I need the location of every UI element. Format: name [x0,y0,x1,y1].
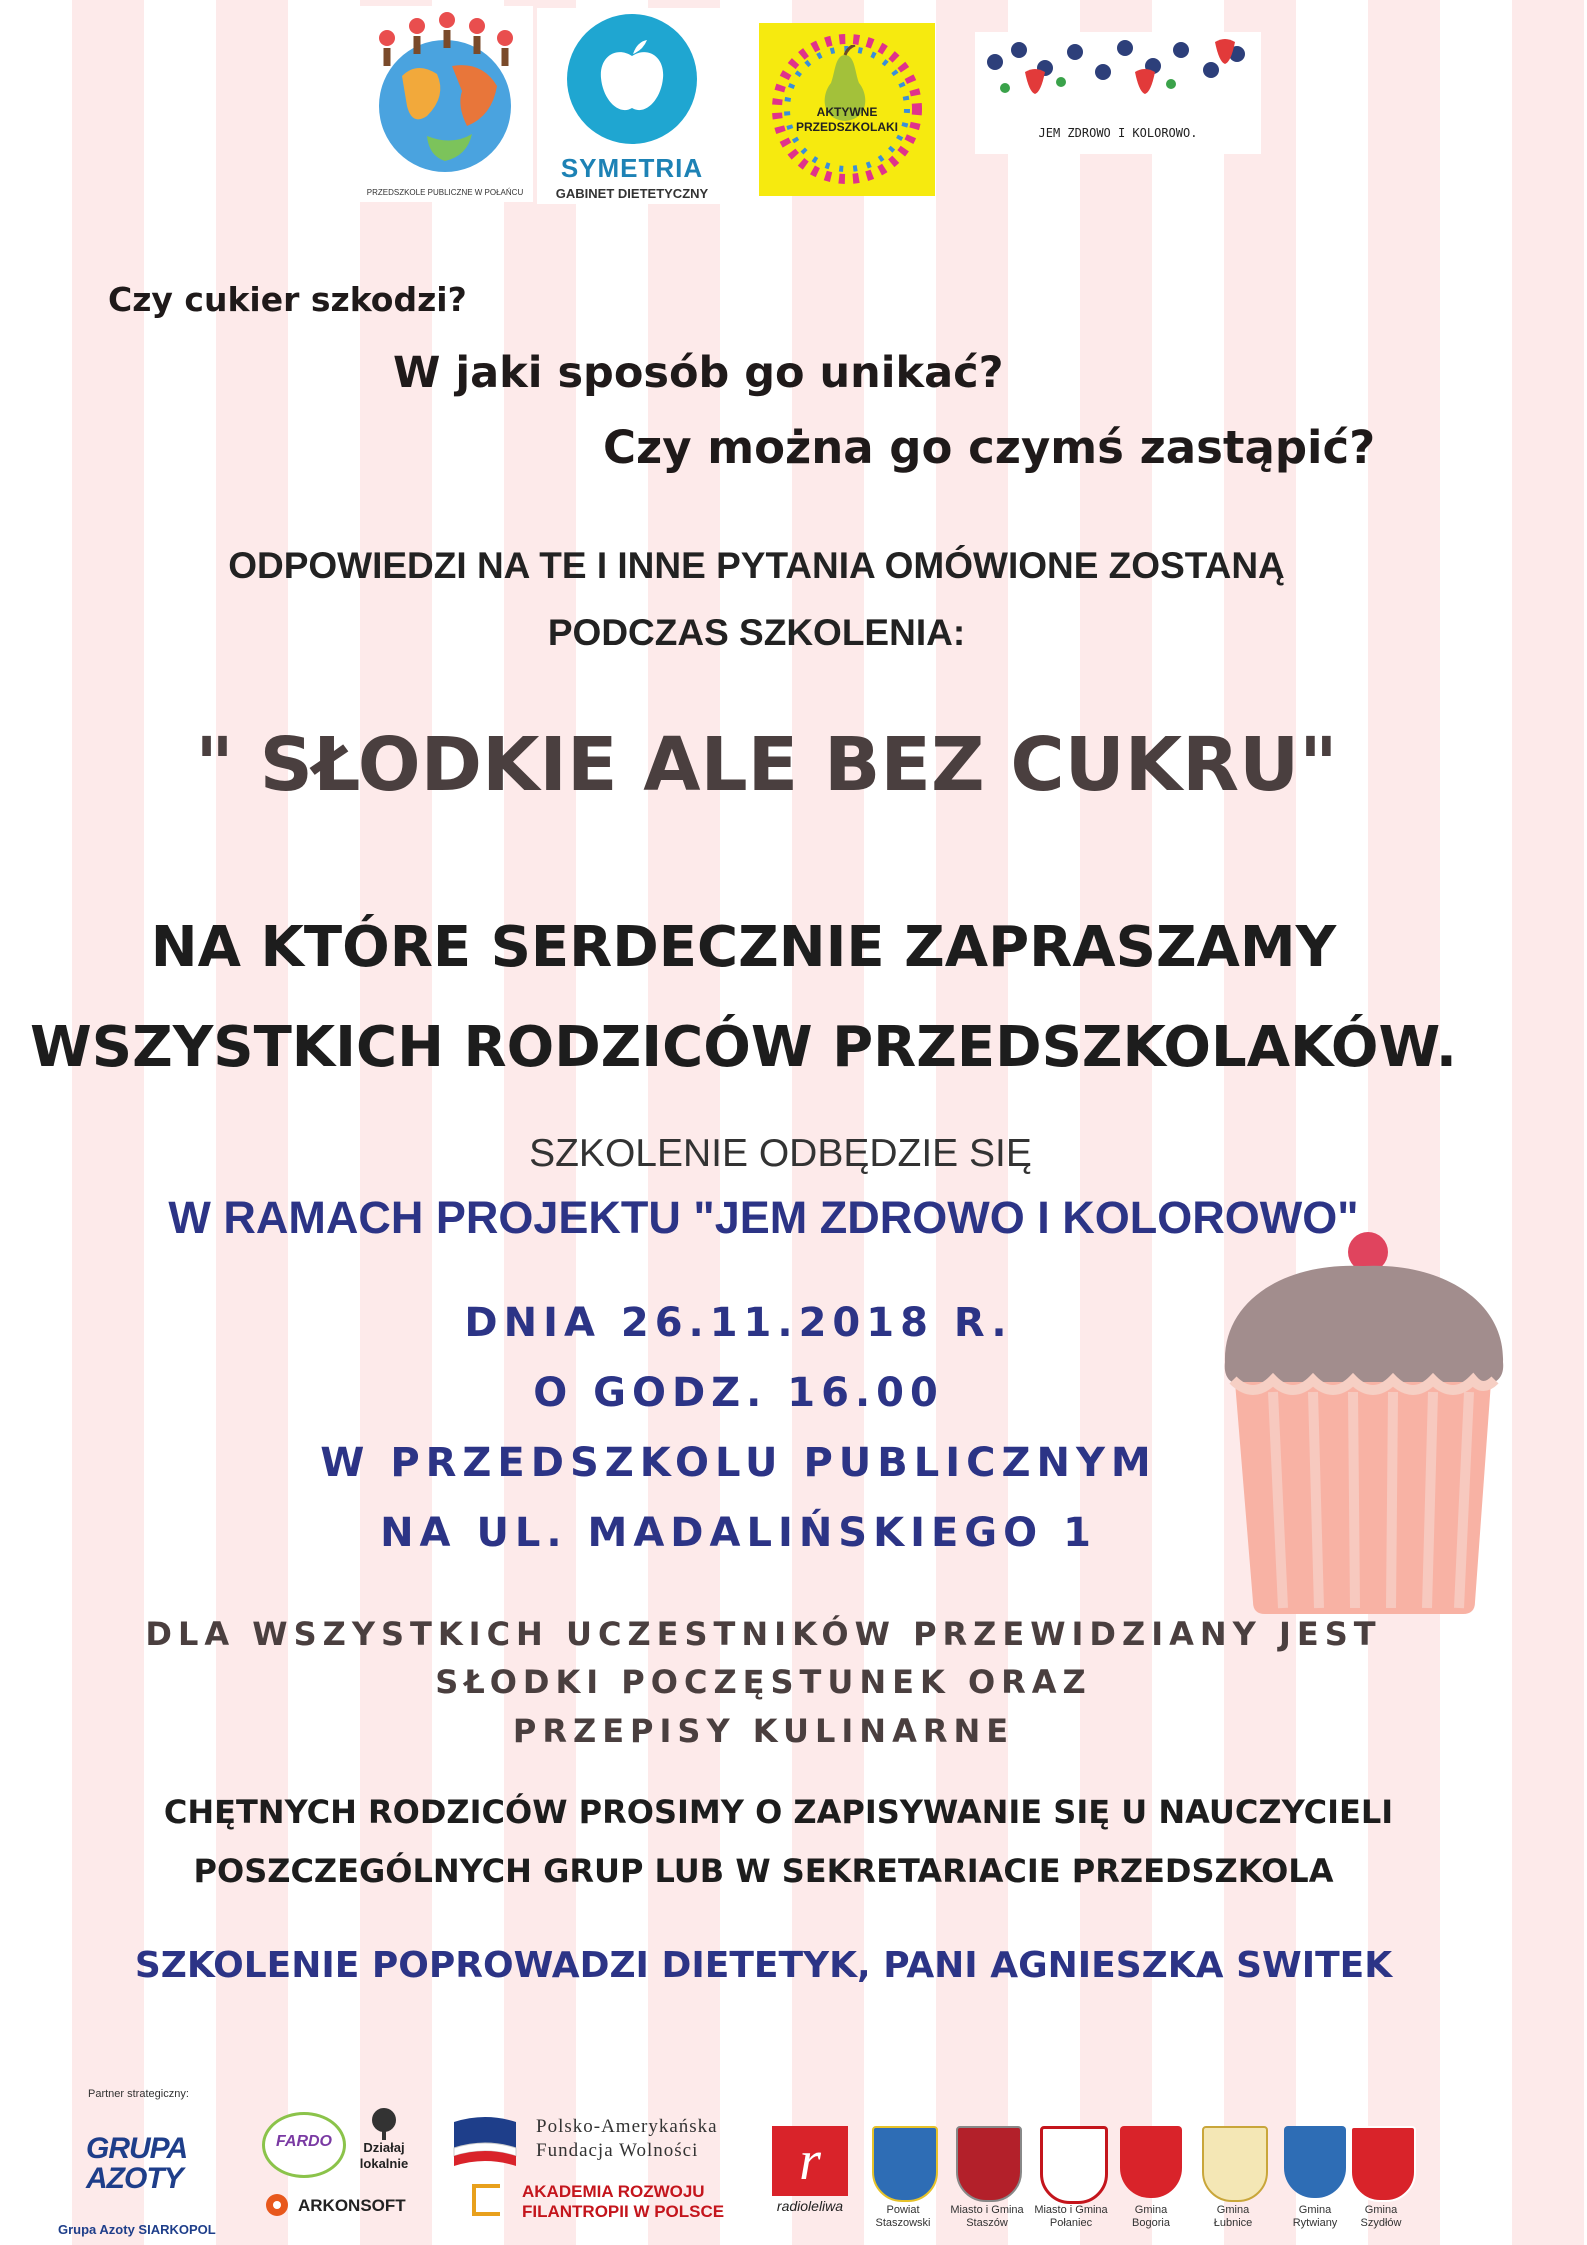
project-line-1: SZKOLENIE ODBĘDZIE SIĘ [529,1132,1032,1175]
crest-caption-3-line-1: Miasto i Gmina [1034,2204,1108,2216]
intro-line-1: ODPOWIEDZI NA TE I INNE PYTANIA OMÓWIONE ZOSTANĄ [228,545,1285,586]
aktywne-line1: AKTYWNE [816,105,878,119]
crest-caption-6-line-1: Gmina [1298,2204,1332,2216]
gear-icon [262,2190,292,2220]
crest-szydlow [1350,2126,1416,2202]
question-2: W jaki sposób go unikać? [393,348,1004,398]
preschool-logo-caption: PRZEDSZKOLE PUBLICZNE W POŁAŃCU [366,188,524,197]
crest-polaniec [1040,2126,1108,2204]
crest-caption-1-line-2: Staszowski [875,2217,931,2229]
fardo-text: FARDO [276,2133,332,2150]
preschool-logo [357,6,533,202]
event-date: DNIA 26.11.2018 R. [464,1300,1013,1346]
invite-line-1: NA KTÓRE SERDECZNIE ZAPRASZAMY [150,915,1337,980]
partner-label: Partner strategiczny: [88,2088,189,2100]
question-1: Czy cukier szkodzi? [108,280,467,319]
crest-bogoria [1120,2126,1182,2198]
project-line-2: W RAMACH PROJEKTU "JEM ZDROWO I KOLOROWO" [168,1192,1359,1243]
crest-caption-7-line-1: Gmina [1364,2204,1398,2216]
berries-image [975,32,1261,112]
grupa-azoty-top: GRUPA [86,2132,188,2165]
dzialaj-line-1: Działaj [363,2140,405,2155]
crest-rytwiany [1284,2126,1346,2198]
symetria-logo [537,8,727,204]
treat-line-1: DLA WSZYSTKICH UCZESTNIKÓW PRZEWIDZIANY JEST [145,1615,1382,1653]
signup-line-1: CHĘTNYCH RODZICÓW PROSIMY O ZAPISYWANIE SIĘ U NAUCZYCIELI [163,1793,1394,1831]
crest-caption-1-line-1: Powiat [886,2204,920,2216]
arkonsoft-text: ARKONSOFT [298,2196,406,2215]
crest-caption-3-line-2: Połaniec [1049,2217,1093,2229]
intro-line-2: PODCZAS SZKOLENIA: [547,612,966,653]
globe-children-logo [357,6,533,182]
grupa-azoty-logo [80,2132,210,2222]
radio-leliwa-logo [772,2126,848,2218]
crest-caption-4-line-2: Bogoria [1132,2217,1170,2229]
akademia-logo [472,2180,772,2228]
trainer-line: SZKOLENIE POPROWADZI DIETETYK, PANI AGNIESZKA SWITEK [134,1945,1393,1986]
event-address: NA UL. MADALIŃSKIEGO 1 [380,1510,1097,1556]
crest-caption-4-line-1: Gmina [1134,2204,1168,2216]
crest-staszow [956,2126,1022,2202]
radio-mark: r [799,2130,821,2192]
pafw-logo [450,2112,790,2172]
dzialaj-line-2: lokalnie [359,2156,409,2171]
grupa-azoty-caption: Grupa Azoty SIARKOPOL [58,2222,216,2237]
jem-zdrowo-logo [975,32,1261,154]
event-place: W PRZEDSZKOLU PUBLICZNYM [320,1440,1157,1486]
question-3: Czy można go czymś zastąpić? [603,421,1376,474]
crest-caption-7-line-2: Szydłów [1360,2217,1402,2229]
treat-line-3: PRZEPISY KULINARNE [512,1712,1015,1750]
flag-icon [450,2112,520,2170]
fardo-logo [262,2112,346,2178]
akademia-line-2: FILANTROPII W POLSCE [522,2202,725,2221]
treat-line-2: SŁODKI POCZĘSTUNEK ORAZ [435,1663,1092,1701]
crest-caption-2-line-2: Staszów [966,2217,1008,2229]
symetria-subtitle: GABINET DIETETYCZNY [555,186,709,201]
pafw-line-2: Fundacja Wolności [536,2140,699,2161]
cupcake-illustration [1213,1232,1513,1622]
signup-line-2: POSZCZEGÓLNYCH GRUP LUB W SEKRETARIACIE PRZEDSZKOLA [193,1852,1334,1890]
jem-zdrowo-caption: JEM ZDROWO I KOLOROWO. [1038,126,1198,140]
symetria-name: SYMETRIA [560,153,704,183]
arkonsoft-logo [262,2190,412,2224]
radio-name: radioleliwa [776,2198,844,2214]
training-title: " SŁODKIE ALE BEZ CUKRU" [195,722,1338,808]
dzialaj-lokalnie-logo [356,2106,412,2176]
apple-icon [597,38,667,118]
aktywne-line2: PRZEDSZKOLAKI [796,120,898,134]
crest-powiat-staszowski [872,2126,938,2202]
pafw-line-1: Polsko-Amerykańska [536,2116,718,2137]
akademia-mark-icon [472,2184,500,2216]
event-time: O GODZ. 16.00 [533,1370,944,1416]
tree-icon [356,2106,412,2140]
crest-caption-2-line-1: Miasto i Gmina [950,2204,1024,2216]
grupa-azoty-bottom: AZOTY [86,2162,183,2195]
crest-caption-6-line-2: Rytwiany [1292,2217,1338,2229]
invite-line-2: WSZYSTKICH RODZICÓW PRZEDSZKOLAKÓW. [29,1015,1457,1080]
crest-lubnice [1202,2126,1268,2202]
aktywne-przedszkolaki-logo [759,23,935,196]
akademia-line-1: AKADEMIA ROZWOJU [522,2182,705,2201]
crest-caption-5-line-2: Łubnice [1213,2217,1253,2229]
crest-caption-5-line-1: Gmina [1216,2204,1250,2216]
